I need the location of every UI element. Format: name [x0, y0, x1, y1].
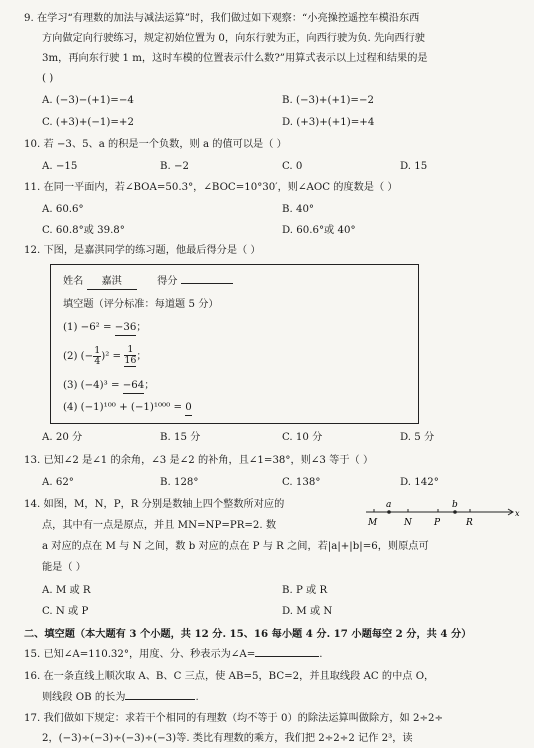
q14-stem-line4: 能是（ ） — [42, 562, 86, 573]
q11-option-a: A. 60.6° — [42, 204, 84, 215]
worksheet-section-title: 填空题（评分标准：每道题 5 分） — [63, 299, 219, 310]
q17-stem-line1: 17. 我们做如下规定：求若干个相同的有理数（均不等于 0）的除法运算叫做除方，如 2÷2÷ — [24, 713, 443, 724]
q14-option-a: A. M 或 R — [42, 585, 91, 596]
q11-option-c: C. 60.8°或 39.8° — [42, 225, 125, 236]
q13-option-c: C. 138° — [282, 477, 321, 488]
label-r: R — [466, 518, 473, 528]
item-4-answer: 0 — [185, 401, 191, 416]
q9-answer-paren: ( ) — [42, 73, 54, 84]
q10-option-d: D. 15 — [400, 161, 428, 172]
label-a: a — [386, 500, 392, 510]
q11-stem: 11. 在同一平面内，若∠BOA=50.3°，∠BOC=10°30′，则∠AOC 的度数是（ ） — [24, 182, 398, 193]
q14-stem-line2: 点，其中有一点是原点，并且 MN=NP=PR=2. 数 — [42, 520, 277, 531]
q13-option-a: A. 62° — [42, 477, 74, 488]
q14-number-line — [362, 496, 522, 528]
q12-worksheet-box — [50, 264, 419, 424]
score-blank — [181, 283, 233, 284]
item-3-answer: −64 — [123, 379, 145, 394]
worksheet-name-row — [63, 275, 233, 290]
worksheet-item-4: (4) (−1)¹⁰⁰ + (−1)¹⁰⁰⁰ = 0 — [63, 401, 192, 416]
name-label: 姓名 — [63, 276, 84, 287]
q13-stem: 13. 已知∠2 是∠1 的余角，∠3 是∠2 的补角，且∠1=38°，则∠3 等于（ ） — [24, 455, 374, 466]
name-value: 嘉淇 — [87, 275, 137, 290]
point-b — [453, 510, 457, 514]
q10-option-b: B. −2 — [160, 161, 189, 172]
q17-stem-line2: 2，(−3)÷(−3)÷(−3)÷(−3)等. 类比有理数的乘方，我们把 2÷2÷2 记作 2³，读 — [42, 733, 413, 744]
q16-stem-line1: 16. 在一条直线上顺次取 A、B、C 三点，使 AB=5，BC=2，并且取线段 AC 的中点 O， — [24, 671, 435, 682]
q11-option-b: B. 40° — [282, 204, 315, 215]
item-2-answer: $\frac{1}{16}$ — [124, 344, 137, 366]
score-label: 得分 — [157, 276, 178, 287]
q14-option-d: D. M 或 N — [282, 606, 333, 617]
point-a — [387, 510, 391, 514]
q9-stem-line2: 方向做定向行驶练习，规定初始位置为 0，向东行驶为正，向西行驶为负. 先向西行驶 — [42, 33, 425, 44]
worksheet-item-2: (2) (− $\frac{1}{4}$ )² = $\frac{1}{16}$ ； — [63, 344, 147, 367]
q13-option-d: D. 142° — [400, 477, 439, 488]
q9-option-c: C. (+3)+(−1)=+2 — [42, 117, 134, 128]
q12-option-c: C. 10 分 — [282, 432, 323, 443]
q14-option-b: B. P 或 R — [282, 585, 328, 596]
q12-stem: 12. 下图，是嘉淇同学的练习题，他最后得分是（ ） — [24, 245, 261, 256]
q14-stem-line1: 14. 如图，M，N，P，R 分别是数轴上四个整数所对应的 — [24, 499, 285, 510]
label-m: M — [368, 518, 378, 528]
q10-option-a: A. −15 — [42, 161, 78, 172]
q9-option-d: D. (+3)+(+1)=+4 — [282, 117, 375, 128]
label-p: P — [434, 518, 441, 528]
q15-blank — [255, 656, 319, 657]
q16-stem-line2: 则线段 OB 的长为 . — [42, 692, 199, 703]
q14-option-c: C. N 或 P — [42, 606, 89, 617]
q15-stem: 15. 已知∠A=110.32°，用度、分、秒表示为∠A= . — [24, 649, 323, 660]
q9-stem-line3: 3m，再向东行驶 1 m，这时车模的位置表示什么数?”用算式表示以上过程和结果的是 — [42, 53, 428, 64]
item-1-answer: −36 — [115, 321, 137, 336]
q9-stem-line1: 9. 在学习“有理数的加法与减法运算”时，我们做过如下观察：“小亮操控遥控车模沿东西 — [24, 13, 420, 24]
q12-option-d: D. 5 分 — [400, 432, 435, 443]
q11-option-d: D. 60.6°或 40° — [282, 225, 356, 236]
item-2-fraction: $\frac{1}{4}$ — [94, 344, 101, 367]
label-n: N — [404, 518, 412, 528]
q10-option-c: C. 0 — [282, 161, 303, 172]
q10-stem: 10. 若 −3、5、a 的积是一个负数，则 a 的值可以是（ ） — [24, 139, 287, 150]
q12-option-b: B. 15 分 — [160, 432, 201, 443]
worksheet-item-1: (1) −6² = −36； — [63, 321, 146, 336]
label-x: x — [515, 509, 520, 518]
q9-option-a: A. (−3)−(+1)=−4 — [42, 95, 134, 106]
q12-option-a: A. 20 分 — [42, 432, 83, 443]
q9-option-b: B. (−3)+(+1)=−2 — [282, 95, 374, 106]
worksheet-item-3: (3) (−4)³ = −64； — [63, 379, 154, 394]
section-2-heading: 二、填空题（本大题有 3 个小题，共 12 分. 15、16 每小题 4 分. 17 小题每空 2 分，共 4 分） — [24, 628, 472, 640]
q13-option-b: B. 128° — [160, 477, 199, 488]
q14-stem-line3: a 对应的点在 M 与 N 之间，数 b 对应的点在 P 与 R 之间，若|a|+|b|=6，则原点可 — [42, 541, 429, 552]
q16-blank — [125, 699, 195, 700]
label-b: b — [452, 500, 458, 510]
